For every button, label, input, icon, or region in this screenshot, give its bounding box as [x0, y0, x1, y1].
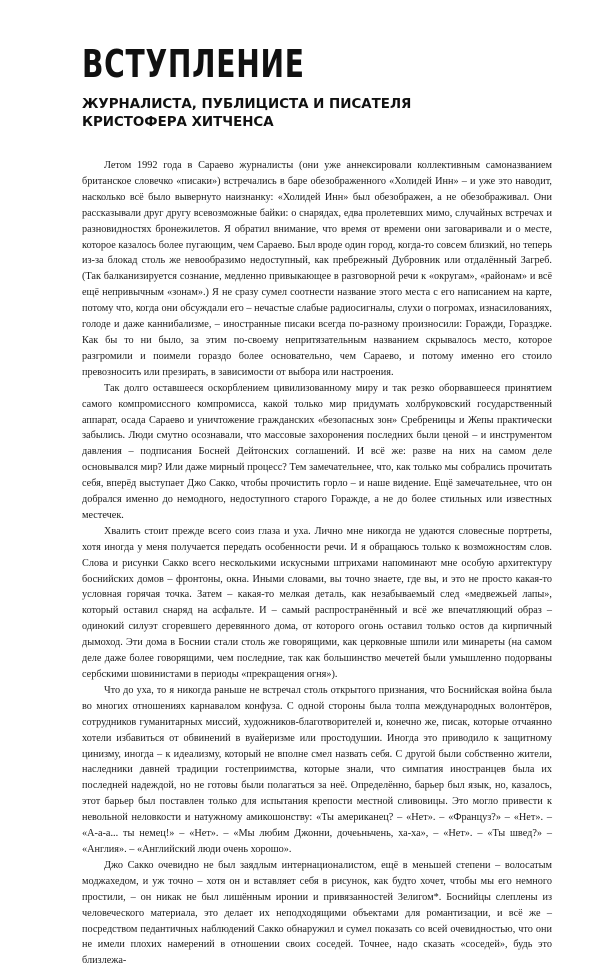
chapter-subtitle — [82, 96, 552, 132]
body-text — [82, 158, 552, 969]
chapter-title: ВСТУПЛЕНИЕ — [82, 42, 305, 86]
paragraph: Летом 1992 года в Сараево журналисты (они уже аннексировали коллективным самоназванием британское словечко «писаки») встречались в баре обезображенного «Холидей Инн» – и уже это наводит, насколько всё было вывернуто наизнанку: «Холидей Инн» был обезображен, а не обезображивал. Они рассказывали друг другу всевозможные байки: о снарядах, едва пролетевших мимо, случайных встречах и разновидностях бронежилетов. Я обратил внимание, что время от времени они заговаривали и о месте, которое казалось более пугающим, чем Сараево. Был вроде один город, когда-то совсем близкий, но теперь из-за блокад столь же невообразимо недоступный, как пребрежный Дубровник или отдалённый Загреб. (Так балканизируется сознание, медленно привыкающее в разговорной речи к «округам», «районам» и всё ещё непривычным «зонам».) Я не сразу сумел соотнести название этого места с его написанием на карте, потому что, когда они обсуждали его – нечастые слабые радиосигналы, слухи о погромах, изнасилованиях, голоде и даже каннибализме, – иностранные писаки всегда по-разному произносили: Горажди, Гораздже. Как бы то ни было, за этим по-своему непритязательным названием скрывалось место, которое разгромили и поимели гораздо более основательно, чем Сараево, и потому именно его стоило превозносить или презирать, в зависимости от выбора или настроения. — [82, 160, 552, 378]
paragraph: Хвалить стоит прежде всего соиз глаза и уха. Лично мне никогда не удаются словесные портреты, хотя иногда у меня получается передать особенности речи. И я обращаюсь только к возможностям слов. Слова и рисунки Сакко всего несколькими искусными штрихами напоминают мне особую архитектуру боснийских домов – фронтоны, окна. Иными словами, вы точно знаете, где вы, и это не просто какая-то условная горячая точка. Затем – какая-то мелкая деталь, как незабываемый след «медвежьей лапы», который оставил снаряд на асфальте. И – самый распространённый и всё же впечатляющий образ – одинокий силуэт сгоревшего деревянного дома, от которого огонь оставил только остов да кирпичный дымоход. Эти дома в Боснии стали столь же говорящими, как церковные шпили или минареты (на самом деле даже более говорящими, чем последние, так как большинство мечетей были умышленно подорваны сербскими шовинистами в периоды «прекращения огня»). — [82, 525, 552, 680]
subtitle-line-1: ЖУРНАЛИСТА, ПУБЛИЦИСТА И ПИСАТЕЛЯ — [82, 97, 412, 112]
paragraph: Что до уха, то я никогда раньше не встречал столь открытого признания, что Боснийская война была во многих отношениях карнавалом конфуза. С одной стороны была толпа международных волонтёров, сотрудников гуманитарных миссий, художников-благотворителей и, конечно же, писак, которые отчаянно хотели избавиться от обвинений в вуайеризме или простодушии. Иногда это приводило к защитному цинизму, иногда – к идеализму, который не вполне смел назвать себя. С другой были собственно жители, наследники давней традиции гостеприимства, которые знали, что симпатия иностранцев была их последней надеждой, но не готовы были полагаться за неё. Определённо, барьер был язык, но, казалось, этот барьер был поставлен только для испытания крепости местной сливовицы. Это могло привести к невольной неловкости и натужному амикошонству: «Ты американец? – «Нет». – «Француз?» – «Нет». – «А-а-а... ты немец!» – «Нет». – «Мы любим Джонни, дочеьньчень, ха-ха», – «Нет». – «Ты швед?» – «Англия». – «Английский люди очень хорошо». — [82, 684, 552, 855]
paragraph: Так долго оставшееся оскорблением цивилизованному миру и так резко оборвавшееся принятием самого компромиссного компромисса, какой только мир придумать холбруковский государственный аппарат, осада Сараево и уничтожение гражданских «безопасных зон» Сребреницы и Жепы практически забылись. Люди смутно осознавали, что массовые захоронения последних были ценой – и инструментом давления – подписания Босней Дейтонских соглашений. И всё же: разве на них на самом деле основывался мир? Или даже мирный процесс? Тем замечательнее, что, как только мы собрались прочитать себя, вперёд выступает Джо Сакко, чтобы прочистить горло – и наше видение. Ещё замечательнее, что он добрался именно до немодного, недоступного старого Горажде, а не до более стильных или известных местечек. — [82, 382, 552, 521]
subtitle-line-2: КРИСТОФЕРА ХИТЧЕНСА — [82, 115, 274, 130]
paragraph: Джо Сакко очевидно не был заядлым интернационалистом, ещё в меньшей степени – волосатым моджахедом, и уж точно – хотя он и вставляет себя в рисунок, как будто хочет, чтобы мы его немного простили, – он никак не был лишённым иронии и привязанностей Зелигом*. Боснийцы слеплены из человеческого материала, это делает их неподходящими объектами для романтизации, и всё же – посредством педантичных наблюдений Сакко обнаружил и сумел показать со всей очевидностью, что они не имели плохих намерений в отношении своих соседей. Точнее, надо сказать «соседей», будь это близлежа- — [82, 859, 552, 967]
